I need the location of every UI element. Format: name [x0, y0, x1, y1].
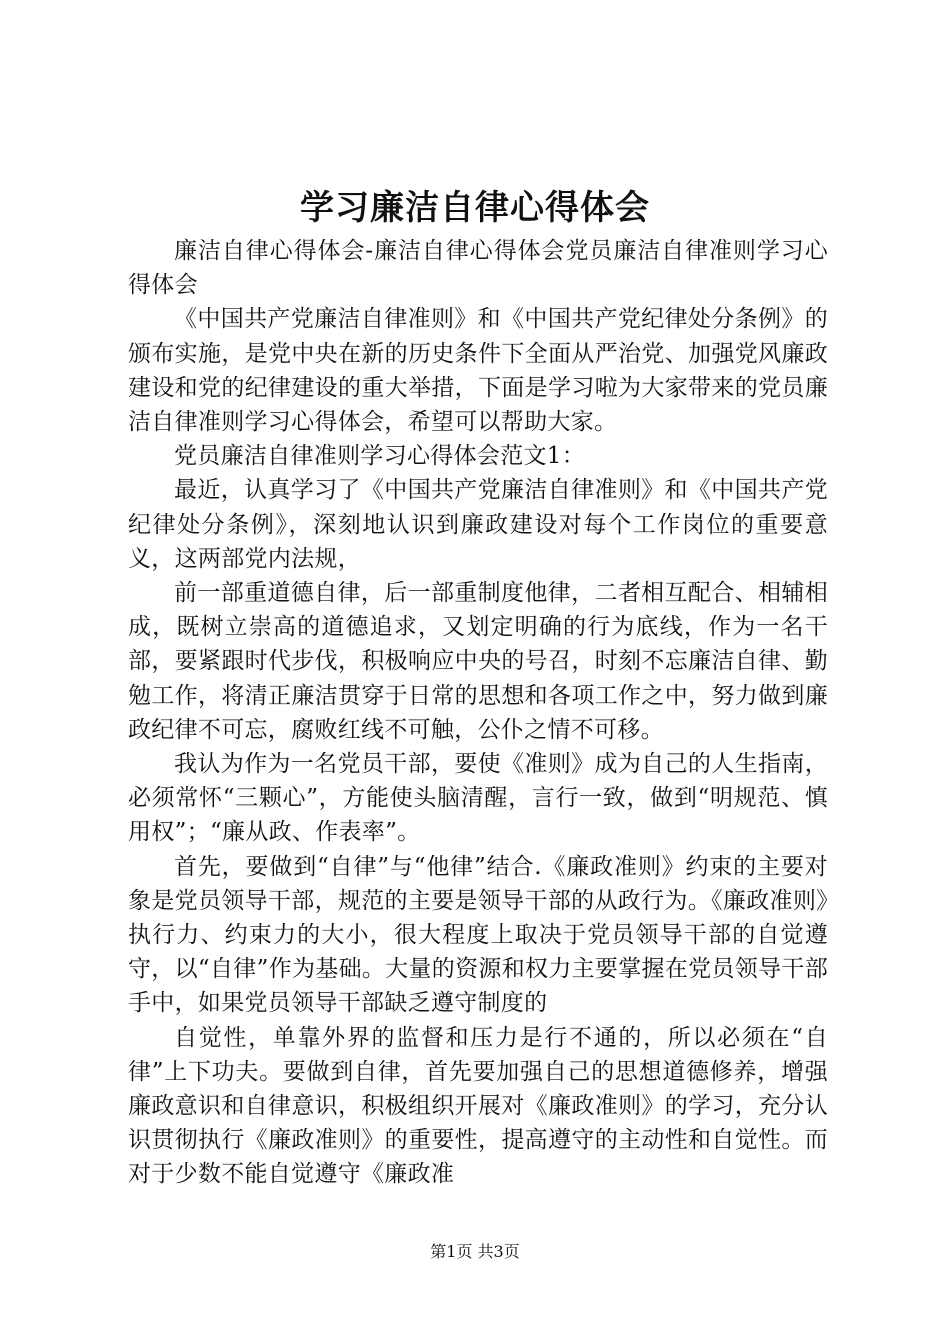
- document-title: 学习廉洁自律心得体会: [300, 188, 650, 228]
- paragraph-body: 自觉性，单靠外界的监督和压力是行不通的，所以必须在“自律”上下功夫。要做到自律，首先要加强自己的思想道德修养，增强廉政意识和自律意识，积极组织开展对《廉政准则》的学习，充分认识贯彻执行《廉政准则》的重要性，提高遵守的主动性和自觉性。而对于少数不能自觉遵守《廉政准: [128, 1024, 828, 1188]
- document-body: [128, 234, 828, 1192]
- paragraph-body: 首先，要做到“自律”与“他律”结合.《廉政准则》约束的主要对象是党员领导干部，规范的主要是领导干部的从政行为。《廉政准则》执行力、约束力的大小，很大程度上取决于党员领导干部的自觉遵守，以“自律”作为基础。大量的资源和权力主要掌握在党员领导干部手中，如果党员领导干部缺乏遵守制度的: [128, 853, 828, 1017]
- paragraph-body: 最近，认真学习了《中国共产党廉洁自律准则》和《中国共产党纪律处分条例》，深刻地认识到廉政建设对每个工作岗位的重要意义，这两部党内法规，: [128, 477, 828, 572]
- paragraph-summary: 《中国共产党廉洁自律准则》和《中国共产党纪律处分条例》的颁布实施，是党中央在新的历史条件下全面从严治党、加强党风廉政建设和党的纪律建设的重大举措，下面是学习啦为大家带来的党员廉洁自律准则学习心得体会，希望可以帮助大家。: [128, 306, 828, 436]
- page-number-footer: 第1页 共3页: [430, 1242, 520, 1261]
- paragraph-body: 我认为作为一名党员干部，要使《准则》成为自己的人生指南，必须常怀“三颗心”，方能使头脑清醒，言行一致，做到“明规范、慎用权”；“廉从政、作表率”。: [128, 751, 828, 846]
- paragraph-body: 前一部重道德自律，后一部重制度他律，二者相互配合、相辅相成，既树立崇高的道德追求，又划定明确的行为底线，作为一名干部，要紧跟时代步伐，积极响应中央的号召，时刻不忘廉洁自律、勤勉工作，将清正廉洁贯穿于日常的思想和各项工作之中，努力做到廉政纪律不可忘，腐败红线不可触，公仆之情不可移。: [128, 580, 828, 743]
- paragraph-intro: 廉洁自律心得体会-廉洁自律心得体会党员廉洁自律准则学习心得体会: [128, 238, 828, 299]
- paragraph-sample-heading: 党员廉洁自律准则学习心得体会范文1：: [174, 443, 586, 470]
